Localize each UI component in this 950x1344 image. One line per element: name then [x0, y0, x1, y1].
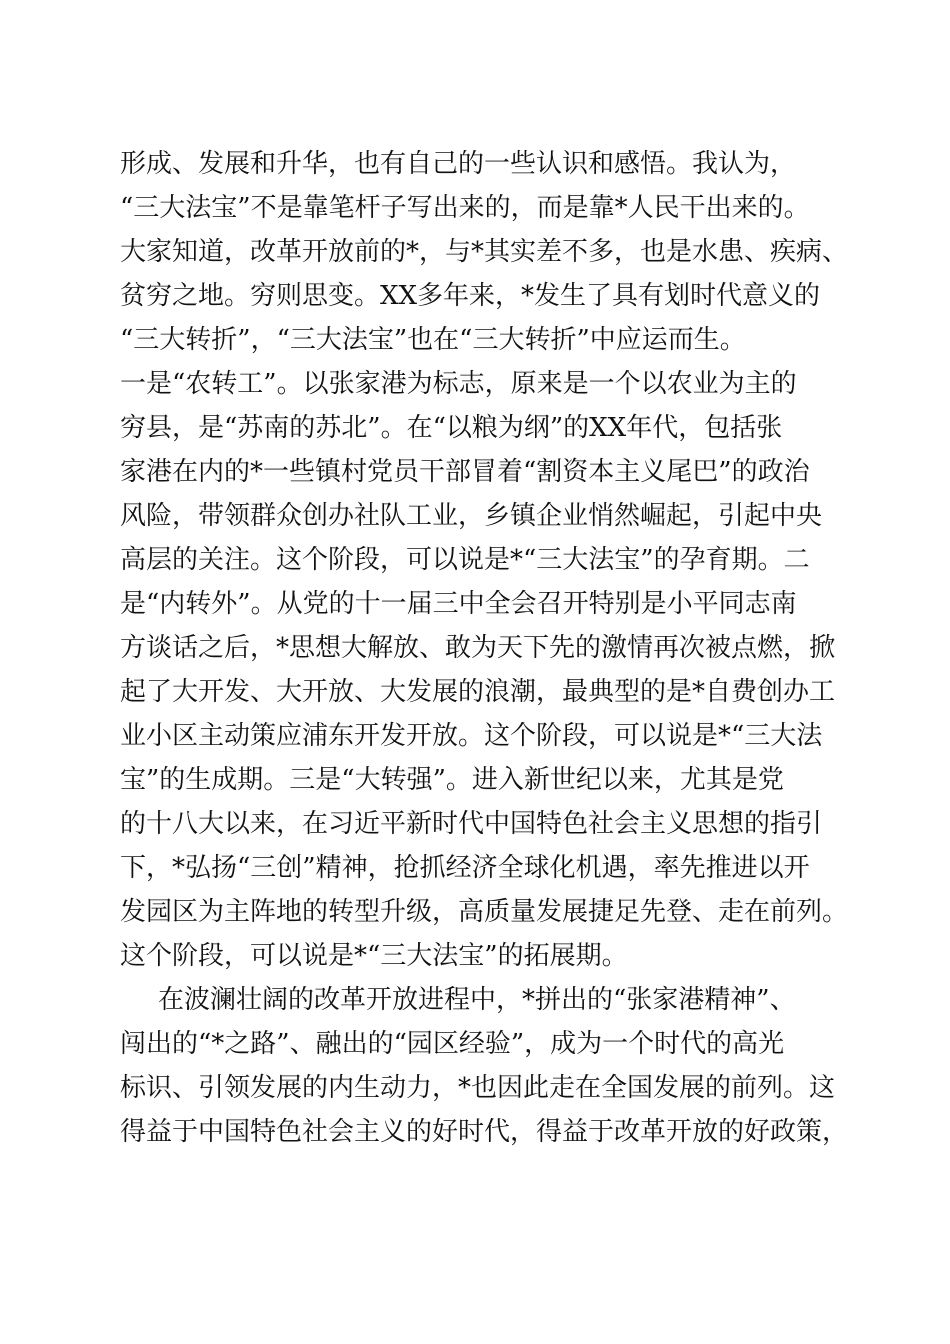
text-line: 发园区为主阵地的转型升级，高质量发展捷足先登、走在前列。 [120, 897, 849, 927]
text-line: 一是“农转工”。以张家港为标志，原来是一个以农业为主的 [120, 369, 797, 399]
text-line: 家港在内的*一些镇村党员干部冒着“割资本主义尾巴”的政治 [120, 457, 810, 487]
text-line: 是“内转外”。从党的十一届三中全会召开特别是小平同志南 [120, 589, 797, 619]
text-line: 起了大开发、大开放、大发展的浪潮，最典型的是*自费创办工 [120, 677, 836, 707]
text-line: 这个阶段，可以说是*“三大法宝”的拓展期。 [120, 941, 628, 971]
text-line: “三大法宝”不是靠笔杆子写出来的，而是靠*人民干出来的。 [120, 193, 810, 223]
text-line: 得益于中国特色社会主义的好时代，得益于改革开放的好政策， [120, 1117, 849, 1147]
text-line: 的十八大以来，在习近平新时代中国特色社会主义思想的指引 [120, 809, 823, 839]
text-line: 形成、发展和升华，也有自己的一些认识和感悟。我认为， [120, 149, 797, 179]
text-line: 下，*弘扬“三创”精神，抢抓经济全球化机遇，率先推进以开 [120, 853, 810, 883]
text-line: 高层的关注。这个阶段，可以说是*“三大法宝”的孕育期。二 [120, 545, 810, 575]
text-line: “三大转折”，“三大法宝”也在“三大转折”中应运而生。 [120, 325, 746, 355]
text-line: 宝”的生成期。三是“大转强”。进入新世纪以来，尤其是党 [120, 765, 784, 795]
text-line: 业小区主动策应浦东开发开放。这个阶段，可以说是*“三大法 [120, 721, 823, 751]
body-text [120, 142, 850, 1154]
text-line: 贫穷之地。穷则思变。XX多年来，*发生了具有划时代意义的 [120, 281, 821, 311]
text-line: 标识、引领发展的内生动力，*也因此走在全国发展的前列。这 [120, 1073, 836, 1103]
text-line: 闯出的“*之路”、融出的“园区经验”，成为一个时代的高光 [120, 1029, 785, 1059]
text-line: 方谈话之后，*思想大解放、敢为天下先的激情再次被点燃，掀 [120, 633, 836, 663]
text-line: 穷县，是“苏南的苏北”。在“以粮为纲”的XX年代，包括张 [120, 413, 783, 443]
text-line: 大家知道，改革开放前的*，与*其实差不多，也是水患、疾病、 [120, 237, 849, 267]
paragraph-first-line: 在波澜壮阔的改革开放进程中，*拼出的“张家港精神”、 [158, 985, 796, 1015]
text-line: 风险，带领群众创办社队工业，乡镇企业悄然崛起，引起中央 [120, 501, 823, 531]
